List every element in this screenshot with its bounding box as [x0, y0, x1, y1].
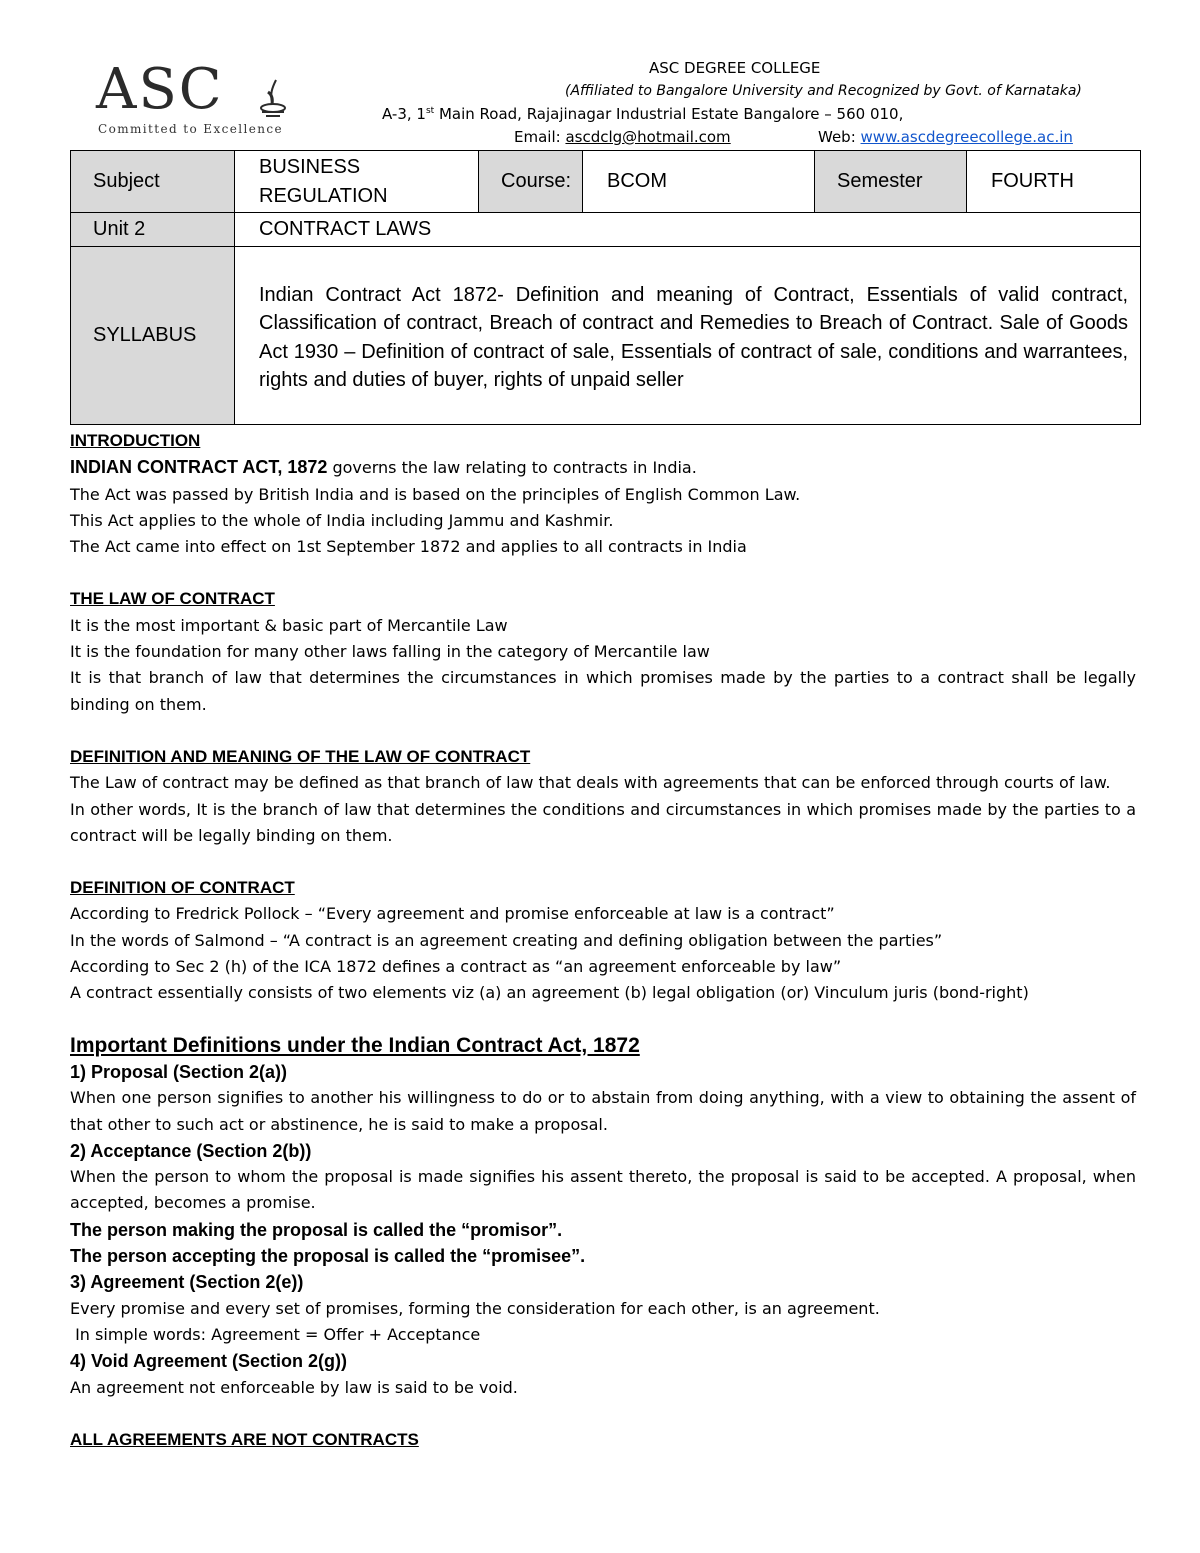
- unit-label: Unit 2: [71, 213, 235, 247]
- subject-value: [235, 151, 479, 213]
- definition-contract-heading: DEFINITION OF CONTRACT: [70, 878, 295, 898]
- college-logo: [96, 57, 296, 140]
- definition-meaning-paragraph: The Law of contract may be defined as that branch of law that deals with agreements that can be enforced through courts of law.: [70, 773, 1111, 793]
- email-label: Email:: [514, 128, 566, 146]
- spacer: [70, 1007, 1136, 1033]
- intro-line: [70, 454, 1136, 481]
- college-name: ASC DEGREE COLLEGE: [649, 59, 821, 77]
- acceptance-title: 2) Acceptance (Section 2(b)): [70, 1140, 312, 1161]
- void-agreement-title: 4) Void Agreement (Section 2(g)): [70, 1351, 348, 1372]
- definition-line: A contract essentially consists of two elements viz (a) an agreement (b) legal obligation (or) Vinculum juris (bond-right): [70, 983, 1029, 1003]
- law-line: It is that branch of law that determines the circumstances in which promises made by the parties to a contract shall be legally binding on them.: [70, 668, 1136, 714]
- agreement-text: Every promise and every set of promises, forming the consideration for each other, is an agreement.: [70, 1298, 880, 1318]
- syllabus-text: Indian Contract Act 1872- Definition and meaning of Contract, Essentials of valid contract, Classification of contract, Breach of contract and Remedies to Breach of Contract. Sale of Goods Act 1930 – Definition of contract of sale, Essentials of contract of sale, conditions and warrantees, rights and duties of buyer, rights of unpaid seller: [235, 247, 1141, 425]
- proposal-title: 1) Proposal (Section 2(a)): [70, 1061, 288, 1082]
- table-row: [71, 247, 1141, 425]
- address-superscript: st: [425, 106, 435, 116]
- subject-value-line: REGULATION: [259, 184, 388, 207]
- college-website: [818, 127, 1073, 147]
- agreement-simple-words: In simple words: Agreement = Offer + Acceptance: [70, 1324, 481, 1344]
- spacer: [70, 1401, 1136, 1427]
- subject-label: Subject: [71, 151, 235, 213]
- course-label: Course:: [479, 151, 583, 213]
- course-info-table: [70, 150, 1141, 425]
- lamp-icon: [254, 78, 292, 118]
- intro-line-rest: governs the law relating to contracts in India.: [327, 458, 697, 478]
- intro-line: The Act was passed by British India and is based on the principles of English Common Law.: [70, 484, 801, 504]
- table-row: [71, 151, 1141, 213]
- intro-heading: INTRODUCTION: [70, 431, 201, 450]
- semester-label: Semester: [815, 151, 967, 213]
- unit-value: CONTRACT LAWS: [235, 213, 1141, 247]
- promisee-line: The person accepting the proposal is called the “promisee”.: [70, 1246, 586, 1267]
- definition-line: According to Sec 2 (h) of the ICA 1872 defines a contract as “an agreement enforceable by law”: [70, 957, 842, 977]
- syllabus-label: SYLLABUS: [71, 247, 235, 425]
- acceptance-text: When the person to whom the proposal is made signifies his assent thereto, the proposal is said to be accepted. A proposal, when accepted, becomes a promise.: [70, 1167, 1136, 1213]
- promisor-line: The person making the proposal is called the “promisor”.: [70, 1219, 563, 1240]
- college-affiliation: (Affiliated to Bangalore University and Recognized by Govt. of Karnataka): [565, 83, 1082, 99]
- void-agreement-text: An agreement not enforceable by law is said to be void.: [70, 1377, 518, 1397]
- email-link[interactable]: ascdclg@hotmail.com: [565, 128, 731, 146]
- definition-line: In the words of Salmond – “A contract is an agreement creating and defining obligation between the parties”: [70, 930, 943, 950]
- proposal-text: When one person signifies to another his willingness to do or to abstain from doing anything, with a view to obtaining the assent of that other to such act or abstinence, he is said to make a proposal.: [70, 1088, 1136, 1134]
- college-address: [382, 104, 903, 124]
- law-line: It is the foundation for many other laws falling in the category of Mercantile law: [70, 642, 710, 662]
- spacer: [70, 849, 1136, 875]
- intro-line: The Act came into effect on 1st September 1872 and applies to all contracts in India: [70, 537, 747, 557]
- important-definitions-heading: Important Definitions under the Indian Contract Act, 1872: [70, 1033, 640, 1057]
- course-value: BCOM: [583, 151, 815, 213]
- law-line: It is the most important & basic part of Mercantile Law: [70, 615, 508, 635]
- spacer: [70, 718, 1136, 744]
- semester-value: FOURTH: [967, 151, 1141, 213]
- college-email: [514, 127, 731, 147]
- definition-line: According to Fredrick Pollock – “Every agreement and promise enforceable at law is a contract”: [70, 904, 835, 924]
- definition-meaning-heading: DEFINITION AND MEANING OF THE LAW OF CONTRACT: [70, 746, 531, 766]
- spacer: [70, 560, 1136, 586]
- website-link[interactable]: www.ascdegreecollege.ac.in: [860, 128, 1073, 146]
- address-part-1: A-3, 1: [382, 105, 426, 123]
- all-agreements-heading: ALL AGREEMENTS ARE NOT CONTRACTS: [70, 1429, 419, 1449]
- intro-act-name: INDIAN CONTRACT ACT, 1872: [70, 457, 328, 478]
- definition-meaning-paragraph: In other words, It is the branch of law that determines the conditions and circumstances in which promises made by the parties to a contract will be legally binding on them.: [70, 799, 1136, 845]
- agreement-title: 3) Agreement (Section 2(e)): [70, 1272, 304, 1293]
- subject-value-line: BUSINESS: [259, 155, 361, 178]
- address-part-2: Main Road, Rajajinagar Industrial Estate Bangalore – 560 010,: [434, 105, 904, 123]
- logo-tagline: Committed to Excellence: [98, 122, 283, 136]
- document-body: [70, 428, 1136, 1453]
- intro-line: This Act applies to the whole of India including Jammu and Kashmir.: [70, 510, 614, 530]
- web-label: Web:: [818, 128, 861, 146]
- table-row: [71, 213, 1141, 247]
- logo-text: ASC: [96, 57, 224, 122]
- law-of-contract-heading: THE LAW OF CONTRACT: [70, 589, 275, 609]
